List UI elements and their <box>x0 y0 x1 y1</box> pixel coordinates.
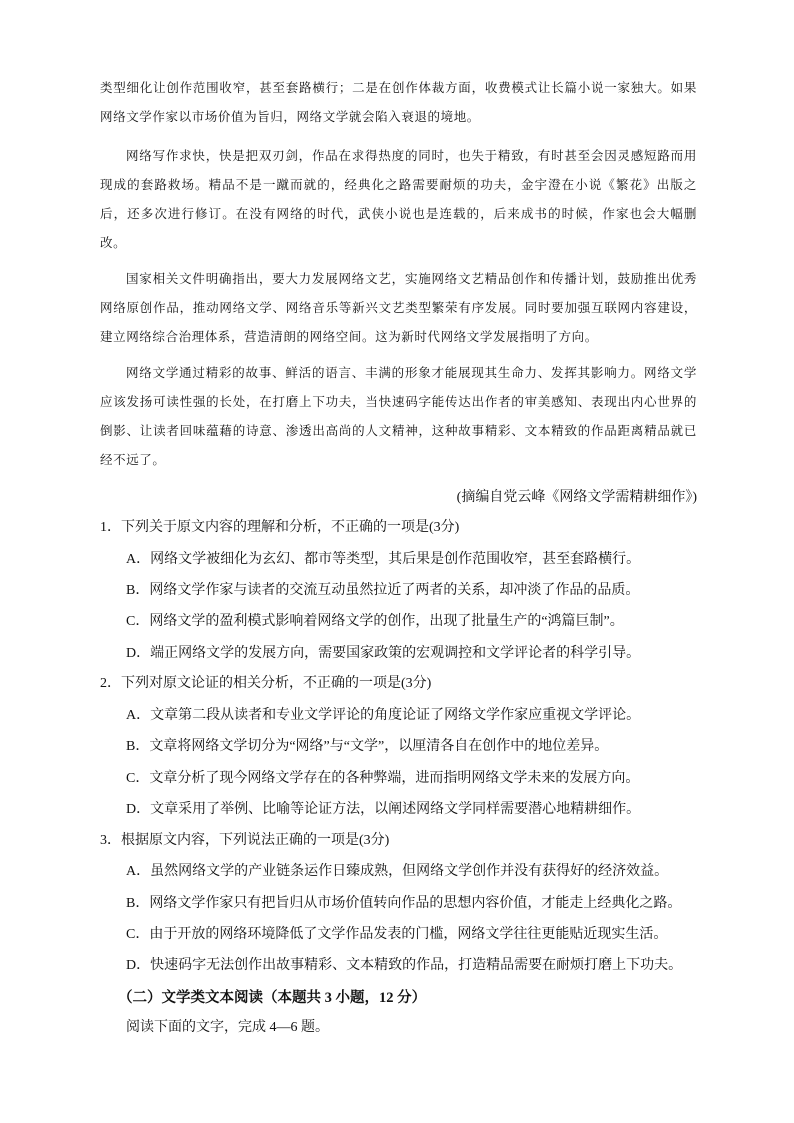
passage-paragraph-2: 网络写作求快，快是把双刃剑，作品在求得热度的同时，也失于精致，有时甚至会因灵感短路而用现成的套路救场。精品不是一蹴而就的，经典化之路需要耐烦的功夫，金宇澄在小说《繁花》出版之后，还多次进行修订。在没有网络的时代，武侠小说也是连载的，后来成书的时候，作家也会大幅删改。 <box>100 148 697 250</box>
passage-source: (摘编自党云峰《网络文学需精耕细作》) <box>456 490 697 505</box>
question-3-option-a: A．虽然网络文学的产业链条运作日臻成熟，但网络文学创作并没有获得好的经济效益。 <box>126 864 669 879</box>
question-2-option-b: B．文章将网络文学切分为“网络”与“文学”，以厘清各自在创作中的地位差异。 <box>126 739 609 754</box>
passage-paragraph-3: 国家相关文件明确指出，要大力发展网络文艺，实施网络文艺精品创作和传播计划，鼓励推出优秀网络原创作品，推动网络文学、网络音乐等新兴文艺类型繁荣有序发展。同时要加强互联网内容建设，建立网络综合治理体系，营造清朗的网络空间。这为新时代网络文学发展指明了方向。 <box>100 271 697 344</box>
question-3-stem: 3．根据原文内容，下列说法正确的一项是(3分) <box>100 833 390 848</box>
question-3-option-d: D．快速码字无法创作出故事精彩、文本精致的作品，打造精品需要在耐烦打磨上下功夫。 <box>126 958 683 973</box>
question-2-stem: 2．下列对原文论证的相关分析，不正确的一项是(3分) <box>100 676 432 691</box>
section-heading: （二）文学类文本阅读（本题共 3 小题，12 分） <box>118 990 427 1006</box>
question-1-stem: 1．下列关于原文内容的理解和分析，不正确的一项是(3分) <box>100 520 460 535</box>
question-3-option-b: B．网络文学作家只有把旨归从市场价值转向作品的思想内容价值，才能走上经典化之路。 <box>126 896 682 911</box>
passage-paragraph-4: 网络文学通过精彩的故事、鲜活的语言、丰满的形象才能展现其生命力、发挥其影响力。网络文学应该发扬可读性强的长处，在打磨上下功夫，当快速码字能传达出作者的审美感知、表现出内心世界的倒影、让读者回味蕴藉的诗意、渗透出高尚的人文精神，这种故事精彩、文本精致的作品距离精品就已经不远了。 <box>100 365 697 467</box>
question-2-option-a: A．文章第二段从读者和专业文学评论的角度论证了网络文学作家应重视文学评论。 <box>126 708 641 723</box>
question-1-option-c: C．网络文学的盈利模式影响着网络文学的创作，出现了批量生产的“鸿篇巨制”。 <box>126 614 624 629</box>
question-3-option-c: C．由于开放的网络环境降低了文学作品发表的门槛，网络文学往往更能贴近现实生活。 <box>126 927 668 942</box>
question-2-option-d: D．文章采用了举例、比喻等论证方法，以阐述网络文学同样需要潜心地精耕细作。 <box>126 802 641 817</box>
question-1-option-b: B．网络文学作家与读者的交流互动虽然拉近了两者的关系，却冲淡了作品的品质。 <box>126 583 640 598</box>
passage-paragraph-1: 类型细化让创作范围收窄，甚至套路横行；二是在创作体裁方面，收费模式让长篇小说一家独大。如果网络文学作家以市场价值为旨归，网络文学就会陷入衰退的境地。 <box>100 80 697 124</box>
question-2-option-c: C．文章分析了现今网络文学存在的各种弊端，进而指明网络文学未来的发展方向。 <box>126 771 640 786</box>
question-1-option-d: D．端正网络文学的发展方向，需要国家政策的宏观调控和文学评论者的科学引导。 <box>126 646 641 661</box>
question-1-option-a: A．网络文学被细化为玄幻、都市等类型，其后果是创作范围收窄，甚至套路横行。 <box>126 552 641 567</box>
section-instruction: 阅读下面的文字，完成 4—6 题。 <box>126 1020 329 1035</box>
